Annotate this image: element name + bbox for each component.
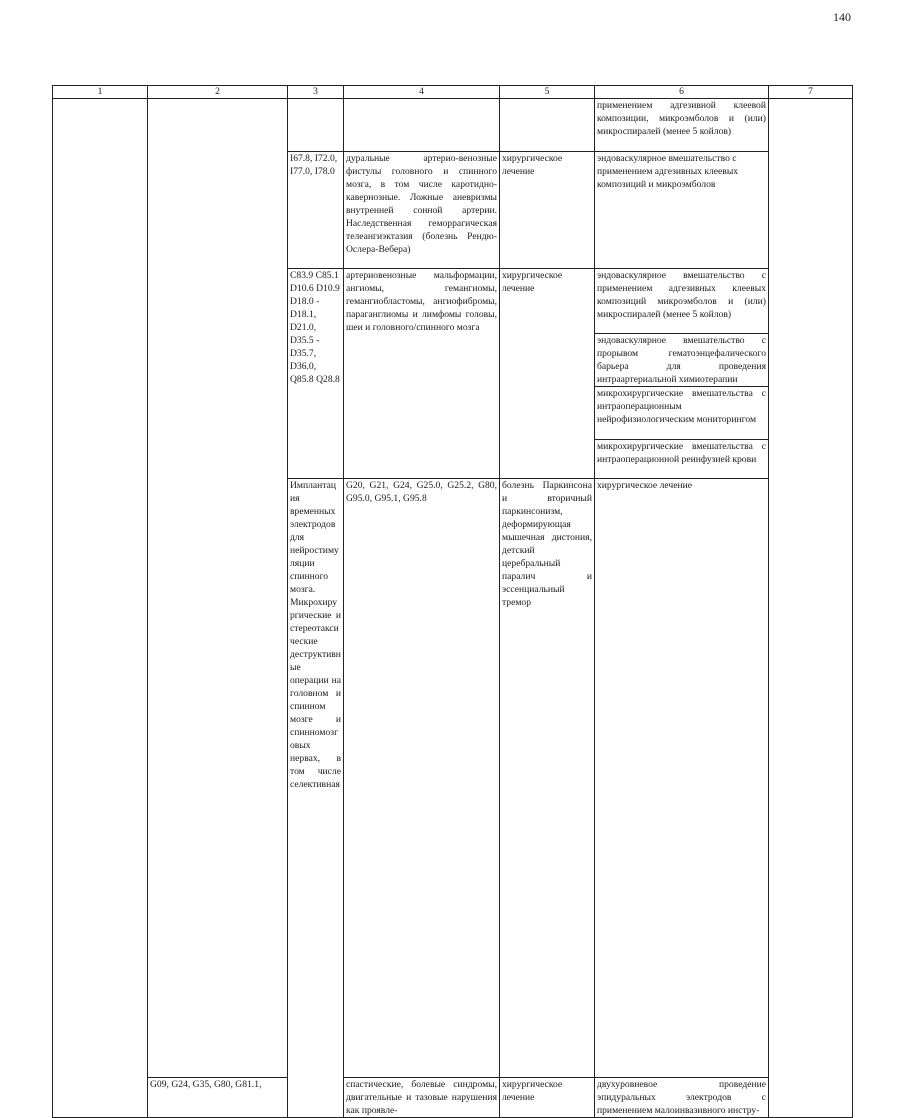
column-number-row bbox=[53, 86, 853, 99]
disease-cell: спастические, болевые синдромы, двигательные и тазовые нарушения как проявле- bbox=[344, 1078, 500, 1118]
treatment-method-cell: применением адгезивной клеевой композиции, микроэмболов и (или) микроспиралей (менее 5 койлов) bbox=[595, 99, 769, 152]
diagnosis-codes-cell: G09, G24, G35, G80, G81.1, bbox=[148, 1078, 288, 1118]
disease-cell: болезнь Паркинсона и вторичный паркинсонизм, деформирующая мышечная дистония, детский церебральный паралич и эссенциальный тремор bbox=[500, 479, 595, 1078]
diagnosis-codes-cell: G20, G21, G24, G25.0, G25.2, G80, G95.0, G95.1, G95.8 bbox=[344, 479, 500, 1078]
treatment-type-cell: хирургическое лечение bbox=[500, 152, 595, 269]
group-name-cell bbox=[148, 99, 288, 1078]
column-header: 7 bbox=[769, 86, 853, 99]
treatment-method-cell: двухуровневое проведение эпидуральных электродов с применением малоинвазивного инстру- bbox=[595, 1078, 769, 1118]
page-number: 140 bbox=[833, 10, 851, 24]
treatment-type-cell bbox=[500, 99, 595, 152]
diagnosis-codes-cell: I67.8, I72.0, I77.0, I78.0 bbox=[288, 152, 344, 269]
cost-cell bbox=[769, 99, 853, 1118]
diagnosis-codes-cell: C83.9 C85.1 D10.6 D10.9 D18.0 - D18.1, D21.0, D35.5 - D35.7, D36.0, Q85.8 Q28.8 bbox=[288, 269, 344, 479]
disease-cell: дуральные артерио-венозные фистулы головного и спинного мозга, в том числе каротидно-кавернозные. Ложные аневризмы внутренней сонной артерии. Наследственная геморрагическая телеангиэктазия (болезнь Рендю-Ослера-Вебера) bbox=[344, 152, 500, 269]
table-row bbox=[53, 1078, 853, 1118]
column-header: 4 bbox=[344, 86, 500, 99]
diagnosis-codes-cell bbox=[288, 99, 344, 152]
disease-cell: артериовенозные мальформации, ангиомы, гемангиомы, гемангиобластомы, ангиофибромы, параганглиомы и лимфомы головы, шеи и головного/спинного мозга bbox=[344, 269, 500, 479]
treatment-type-cell: хирургическое лечение bbox=[500, 1078, 595, 1118]
treatment-method-cell: эндоваскулярное вмешательство с применением адгезивных клеевых композиций микроэмболов и (или) микроспиралей (менее 5 койлов) bbox=[595, 269, 769, 334]
column-header: 2 bbox=[148, 86, 288, 99]
treatment-method-cell: микрохирургические вмешательства с интраоперационным нейрофизиологическим мониторингом bbox=[595, 387, 769, 440]
column-header: 1 bbox=[53, 86, 148, 99]
column-header: 3 bbox=[288, 86, 344, 99]
treatment-method-cell: эндоваскулярное вмешательство с прорывом гематоэнцефалического барьера для проведения интраартериальной химиотерапии bbox=[595, 334, 769, 387]
treatment-type-cell: хирургическое лечение bbox=[595, 479, 769, 1078]
treatment-type-cell: хирургическое лечение bbox=[500, 269, 595, 479]
table-row bbox=[53, 99, 853, 152]
column-header: 5 bbox=[500, 86, 595, 99]
column-header: 6 bbox=[595, 86, 769, 99]
group-number-cell bbox=[53, 99, 148, 1118]
treatment-method-cell: микрохирургические вмешательства с интраоперационной реинфузией крови bbox=[595, 440, 769, 479]
treatment-method-cell: эндоваскулярное вмешательство с применением адгезивных клеевых композиций и микроэмболов bbox=[595, 152, 769, 269]
disease-cell bbox=[344, 99, 500, 152]
group-name-cell: Имплантация временных электродов для нейростимуляции спинного мозга. Микрохирургические и стереотаксические деструктивные операции на головном и спинном мозге и спинномозговых нервах, в том числе селективная bbox=[288, 479, 344, 1118]
medical-care-table bbox=[52, 85, 853, 1118]
